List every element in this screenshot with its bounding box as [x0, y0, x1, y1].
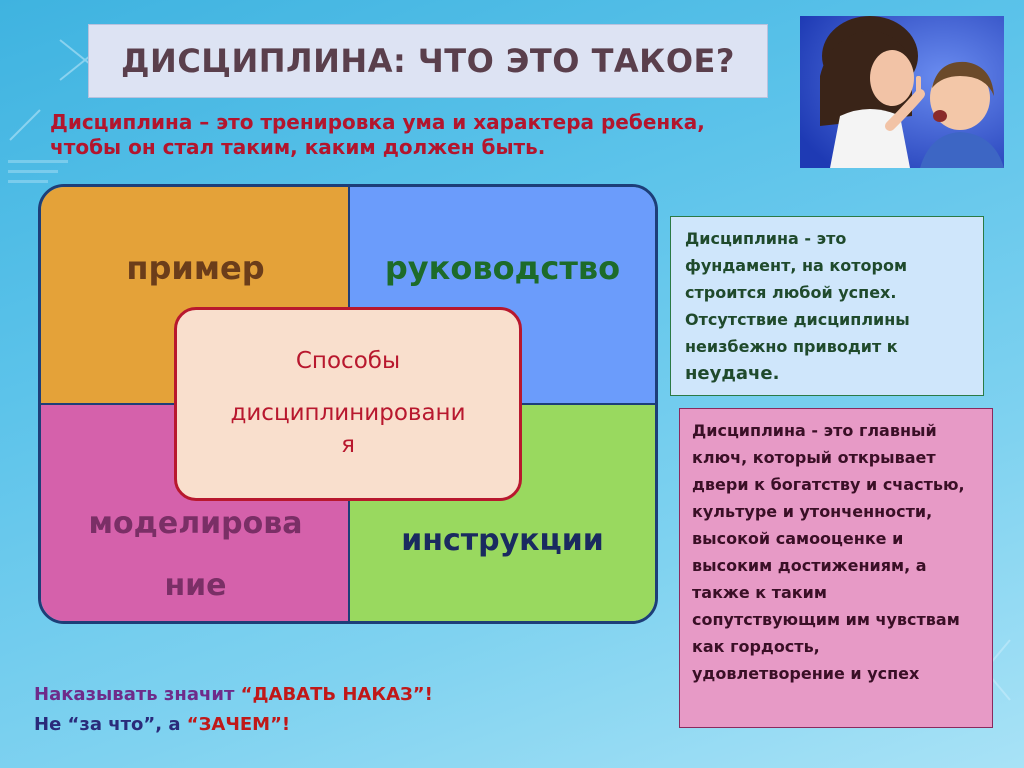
quote-box-key-line: ключ, который открывает	[692, 448, 936, 467]
quote-box-key	[679, 408, 993, 728]
quadrant-label-modeling	[41, 493, 350, 617]
center-line-3: я	[341, 432, 355, 458]
definition-line-2: чтобы он стал таким, каким должен быть.	[50, 135, 546, 159]
footer-line-2-highlight: ЗАЧЕМ	[198, 714, 271, 735]
footer-line-2-prefix: Не “за что”, а	[34, 714, 187, 735]
footer-note	[34, 680, 433, 740]
quote-box-key-line: удовлетворение и успех	[692, 664, 920, 683]
definition-text	[50, 110, 770, 160]
footer-line-1-close-quote: ”!	[412, 684, 433, 705]
footer-line-1-highlight: ДАВАТЬ НАКАЗ	[252, 684, 413, 705]
quote-box-foundation-line: неизбежно приводит к	[685, 337, 898, 356]
quote-box-key-line: высоким достижениям, а	[692, 556, 927, 575]
quote-box-key-line: сопутствующим им чувствам	[692, 610, 960, 629]
footer-line-1-prefix: Наказывать значит	[34, 684, 241, 705]
quadrant-label-instructions: инструкции	[401, 523, 604, 558]
definition-line-1: Дисциплина – это тренировка ума и характера ребенка,	[50, 110, 705, 134]
quadrant-label-modeling-line-2: ние	[164, 568, 227, 603]
quote-box-key-line: как гордость,	[692, 637, 820, 656]
quadrant-label-modeling-line-1: моделирова	[88, 506, 303, 541]
quote-box-foundation-line: фундамент, на котором	[685, 256, 908, 275]
photo-mother-scolding-child	[800, 16, 1004, 168]
quadrant-label-guidance: руководство	[384, 249, 621, 287]
slide-title-box	[88, 24, 768, 98]
footer-line-1	[34, 680, 433, 710]
quadrant-label-example: пример	[126, 249, 265, 287]
photo-illustration	[800, 16, 1004, 168]
footer-line-2-close-quote: ”!	[270, 714, 291, 735]
slide-title: ДИСЦИПЛИНА: ЧТО ЭТО ТАКОЕ?	[121, 42, 735, 80]
footer-line-2	[34, 710, 433, 740]
quote-box-key-line: высокой самооценке и	[692, 529, 904, 548]
quote-box-foundation-line: строится любой успех.	[685, 283, 897, 302]
quote-box-foundation-line: Отсутствие дисциплины	[685, 310, 910, 329]
footer-line-1-open-quote: “	[240, 684, 253, 705]
quote-box-key-line: также к таким	[692, 583, 827, 602]
quote-box-key-line: Дисциплина - это главный	[692, 421, 937, 440]
center-line-2: дисциплинировани	[230, 400, 466, 426]
center-methods-box	[174, 307, 522, 501]
quote-box-foundation-line: Дисциплина - это	[685, 229, 847, 248]
footer-line-2-open-quote: “	[186, 714, 199, 735]
center-line-1: Способы	[295, 348, 401, 374]
quote-box-foundation	[670, 216, 984, 396]
quote-box-key-line: культуре и утонченности,	[692, 502, 933, 521]
quote-box-foundation-line: неудаче.	[685, 363, 780, 384]
quote-box-key-line: двери к богатству и счастью,	[692, 475, 965, 494]
